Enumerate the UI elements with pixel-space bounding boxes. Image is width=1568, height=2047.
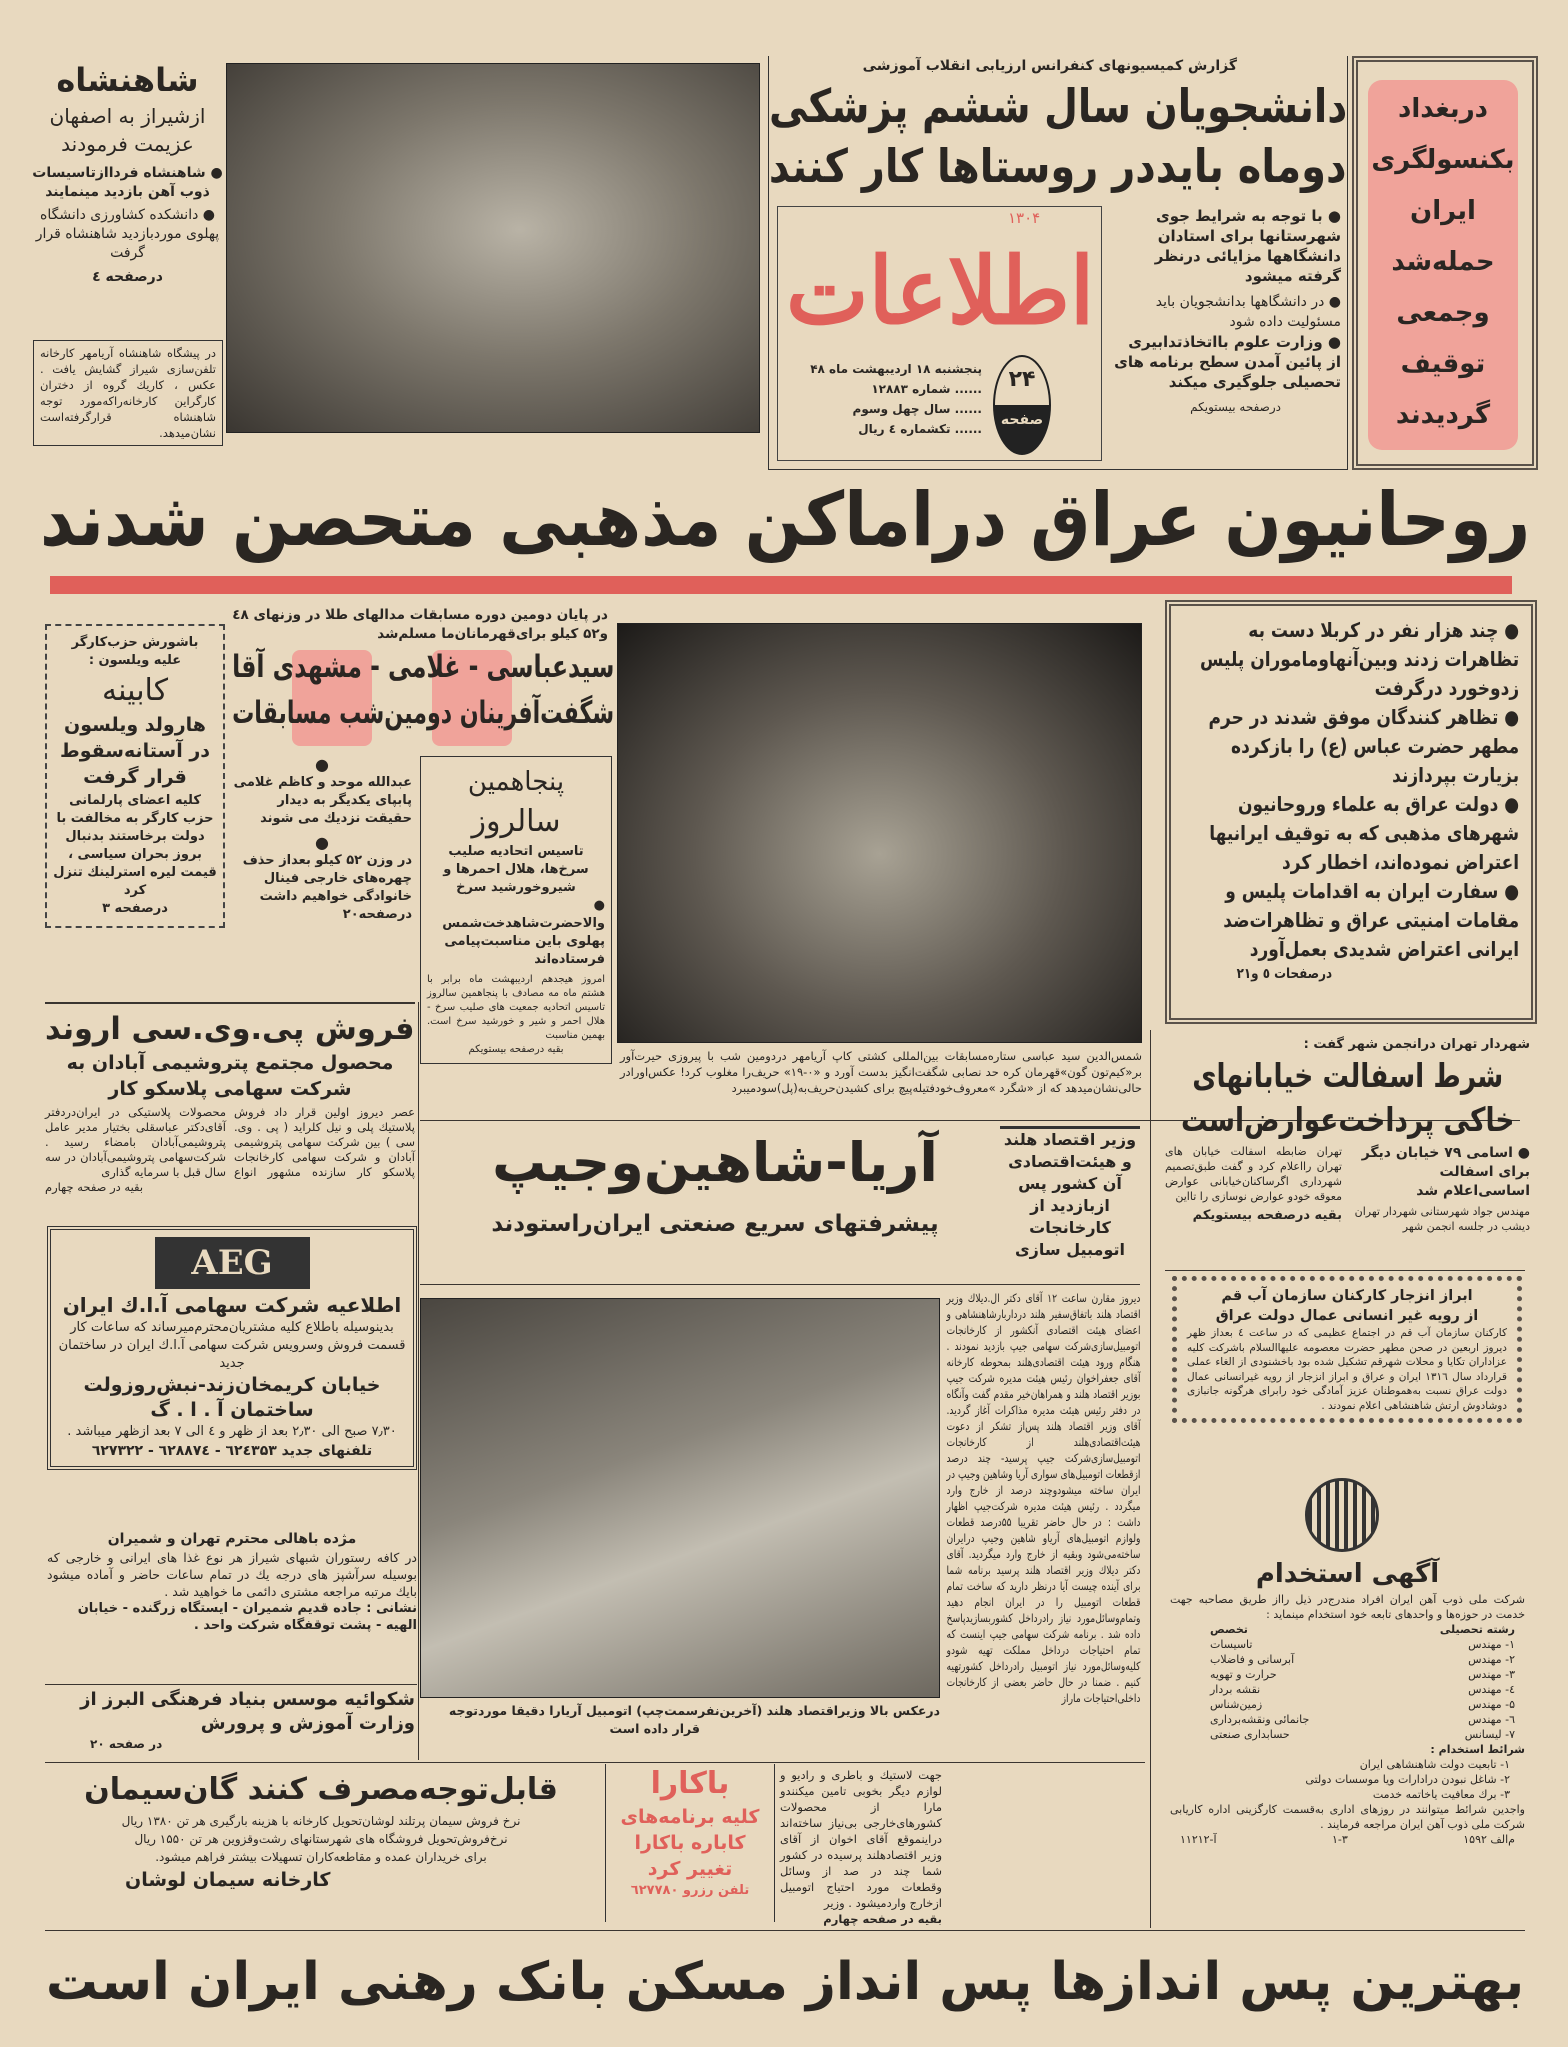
job-col-spec: تخصص [1210, 1623, 1248, 1636]
asphalt-headline: شرط اسفالت خیابانهای خاکی پرداخت‌عوارض‌است [1180, 1056, 1515, 1139]
car-caption-line: درعکس بالا وزیراقتصاد هلند (آخرین‌نفرسمت‌چپ) اتومبیل آریارا دقیقا موردتوجه [448, 1703, 940, 1718]
qom-body: کارکنان سازمان آب قم در اجتماع عظیمی که در ساعت ٤ بعداز ظهر دیروز اربعین در صحن مطهر حضرت معصومه علیهاالسلام باشرکت کلیه عزاداران تکایا و محلات شهرقم تشکیل شده بود باخشنودی از الغاء عملی قرارداد سال ۱۳۱٦ ایران و عراق و ابراز انزجار از رویه غیرانسانی عمال دولت عراق نسبت به‌هموطنان عزیز آمادگی خود رابرای هرگونه جانبازی دوشادوش ارتش شاهنشاهی اعلام نمودند . [1187, 1327, 1508, 1412]
car-photo [420, 1298, 940, 1698]
job-col-field: رشته تحصیلی [1439, 1623, 1515, 1636]
asphalt-kicker: شهردار تهران درانجمن شهر گفت : [1303, 1037, 1530, 1052]
arya-body-column [946, 1290, 1140, 1706]
medical-kicker-row [769, 56, 1347, 76]
job-field: ٦- مهندس [1468, 1713, 1515, 1726]
bakara-ad [605, 1764, 775, 1922]
medical-headline-row [769, 136, 1347, 196]
cafe-address: نشانی : جاده قدیم شمیران - ایستگاه زرگنده - خیابان الهیه - پشت توقفگاه شرکت واحد . [77, 1601, 417, 1633]
cement-line-row [45, 1812, 597, 1830]
zob-ahan-logo [1305, 1478, 1379, 1552]
medical-headline-row [769, 76, 1347, 136]
cabinet-kicker: علیه ویلسون : [88, 653, 182, 668]
asphalt-story [1165, 1036, 1530, 1234]
medical-headline-1: دانشجویان سال ششم پزشکی [768, 79, 1347, 133]
asphalt-body: تهران ضابطه اسفالت خیابان های تهران رااعلام کرد و گفت طبق‌تصمیم شهرداری اگرساکنان‌خیابانی عوارض معوقه خودو عوارض نوسازی را تااین [1165, 1145, 1342, 1203]
arya-side-headline: وزیر اقتصاد هلند و هیئت‌اقتصادی آن کشور پس ازبازدید از کارخانجات اتومبیل سازی [1000, 1126, 1140, 1261]
pages-word: صفحه [1000, 412, 1044, 428]
shah-ref: درصفحه ٤ [92, 269, 163, 285]
ettelaat-logo-row [786, 231, 1094, 351]
job-code: ۱-۳ [1332, 1833, 1348, 1846]
medical-headline-2: دوماه بایددر روستاها کار کنند [769, 139, 1347, 193]
aeg-address-row [56, 1398, 408, 1423]
iraq-bullet: ● تظاهر کنندگان موفق شدند در حرم مطهر حضرت عباس (ع) را بازکرده بزیارت بپردازند [1183, 703, 1519, 790]
founded-year: ۱۳۰۴ [1008, 209, 1041, 227]
aeg-ad [47, 1226, 417, 1470]
job-field: ۱- مهندس [1468, 1638, 1515, 1651]
aeg-phones: تلفنهای جدید ٦۲٤۳۵۳ - ٦۲۸۸۷٤ - ٦۲۷۳۲۲ [91, 1443, 373, 1459]
asphalt-ref: بقیه درصفحه بیستویکم [1192, 1208, 1342, 1223]
job-title: آگهی استخدام [1255, 1559, 1440, 1589]
job-cond: ۳- برك معافیت یاخاتمه خدمت [1372, 1788, 1510, 1801]
aeg-address: خیابان کریمخان‌زند-نبش‌روزولت [83, 1374, 381, 1396]
cement-title: قابل‌توجه‌مصرف کنند گان‌سیمان [84, 1772, 558, 1807]
iraq-bullets-box [1165, 600, 1537, 1024]
job-row [1170, 1712, 1525, 1727]
car-caption-line: قرار داده است [609, 1721, 700, 1736]
arya-headline: آریا-شاهین‌وجیپ [492, 1131, 938, 1194]
wrestling-photo-caption: شمس‌الدین سید عباسی ستاره‌مسابقات بین‌المللی کشتی کاپ آریامهر دردومین شب با پیروزی حیرت‌آور بر«کیم‌تون گون»قهرمان کره حد نصابی شگفت‌انگیز بدست آورد و «۰-۱۹» حریف‌را مغلوب کرد! عکس‌اورادر حالی‌نشان‌میدهد که از «شگرد »معروف‌خودفتیله‌پیچ برای کشیدن‌حریف‌به‌(پل)سودمیبرد [620, 1049, 1142, 1095]
cement-signature: کارخانه سیمان لوشان [125, 1869, 331, 1891]
cement-line-row [45, 1848, 597, 1866]
cabinet-body: کلیه اعضای پارلمانی حزب کارگر به مخالفت با دولت برخاستند بدنبال بروز بحران سیاسی ، قیمت لیره استرلینك تنزل کرد [53, 793, 217, 898]
aeg-phones-row [56, 1441, 408, 1461]
job-outro: واجدین شرائط میتوانند در روزهای اداری به‌قسمت کارگزینی اداره کاریابی شرکت ملی ذوب آهن ایران مراجعه فرمایند . [1170, 1803, 1525, 1831]
wrestling-note-ref: درصفحه۲۰ [342, 907, 412, 922]
baghdad-line: ایران [1410, 196, 1476, 226]
arya-body: دیروز مقارن ساعت ۱۲ آقای دکتر ال.دیلاك وزیر اقتصاد هلند باتفاق‌سفیر هلند درداربارشاهنشاهی و اعضای هیئت اقتصادی آنکشور از کارخانجات اتومبیل‌سازی‌شرکت سهامی جیپ بازدید نمودند . هنگام ورود هیئت اقتصادی‌هلند بمحوطه کارخانه آقای جعفراخوان رئیس هیئت مدیره شرکت جیپ بوزیر اقتصاد هلند و همراهان‌خیر مقدم گفت وآنگاه در دفتر رئیس هیئت مدیره مذاکرات آغاز گردید. آقای وزیر اقتصاد هلند پس‌از تشکر از دعوت هیئت‌اقتصادی‌هلند از کارخانجات اتومبیل‌سازی‌شرکت جیپ پرسید- چند درصد ازقطعات اتومبیل‌های سواری آریا وشاهین وجیپ در ایران ساخته میشودوچند درصد از خارج وارد میگردد . رئیس هیئت مدیره شرکت‌جیپ اظهار داشت : در حال حاضر تقریبا ۵۵درصد قطعات ولوازم اتومبیل‌های آریاو شاهین وجیپ درایران ساخته‌می‌شود وبقیه از خارج وارد میگردید. آقای دکتر دیلاك وزیر اقتصاد هلند پرسید برنامه شما برای آینده چیست آیا درنظر دارید که ساخت تمام قطعات اتومبیل را در ایران انجام دهید وتمام‌وسائل‌مورد نیاز رادرداخل کشوربسازید‌پاسخ داده شد . برنامه شرکت سهامی جیپ اینست که تمام احتیاجات درداخل مملکت تهیه شودو کلیه‌وسائل‌مورد نیاز اتومبیل رادرداخل کشورتهیه کنیم . ضمنا در حال حاضر بعضی از کارخانجات داخلی‌احتیاجات ماراز [946, 1291, 1140, 1705]
medical-bullet: ● در دانشگاهها بدانشجویان باید مسئولیت داده شود [1113, 292, 1341, 332]
qom-headline: از رویه غیر انسانی عمال دولت عراق [1215, 1308, 1479, 1324]
shah-title: شاهنشاه [56, 61, 199, 99]
main-headline-row [40, 472, 1530, 568]
cement-line-row [45, 1830, 597, 1848]
cabinet-kicker: باشورش حزب‌کارگر [71, 635, 199, 650]
qom-box [1172, 1276, 1522, 1423]
pvc-headline-row [45, 1008, 415, 1050]
masthead-block [768, 56, 1348, 470]
issue-price: ...... تکشماره ٤ ریال [858, 422, 982, 436]
pvc-body: عصر دیروز اولین قرار داد فروش پلاستیك پلی و نیل کلراید ( پی . وی. سی ) بین شرکت سهامی پتروشیمی آبادان و شرکت سهامی کارخانجات پلاسکو کار سازنده مشهور انواع محصولات پلاستیکی در ایران‌دردفتر آقای‌دکتر عباسقلی بختیار مدیر عامل پتروشیمی‌آبادان بامضاء رسید . شرکت‌سهامی پتروشیمی‌آبادان در سه سال قبل با سرمایه گذاری [45, 1105, 415, 1179]
asphalt-headline-wrap [1165, 1054, 1530, 1142]
aeg-title: اطلاعیه شرکت سهامی آ.ا.ك ایران [62, 1293, 402, 1317]
bakara-line: کاباره باکارا [634, 1832, 746, 1854]
asphalt-bullet: ● اسامی ۷۹ خیابان دیگر برای اسفالت اساسی‌اعلام شد [1350, 1144, 1530, 1201]
job-cond: ۲- شاغل نبودن درادارات ویا موسسات دولتی [1305, 1773, 1510, 1786]
shah-bullet: ● دانشکده کشاورزی دانشگاه پهلوی موردبازدید شاهنشاه قرار گرفت [30, 206, 225, 263]
cafe-title: مژده باهالی محترم تهران و شمیران [107, 1531, 357, 1547]
bottom-banner: بهترین پس اندازها پس انداز مسکن بانک رهنی ایران است [45, 1952, 1525, 2012]
car-caption-row [420, 1702, 940, 1720]
shah-bullet: ● شاهنشاه فرداازتاسیسات ذوب آهن بازدید مینمایند [30, 164, 225, 202]
issue-info [782, 359, 982, 439]
bakara-phone: تلفن رزرو ٦۲۷۷۸۰ [630, 1883, 750, 1898]
job-spec: آبرسانی و فاضلاب [1210, 1653, 1295, 1666]
pvc-sub: محصول مجتمع پتروشیمی آبادان به شرکت سهامی پلاسکو کار [66, 1052, 394, 1100]
job-spec: نقشه بردار [1210, 1683, 1261, 1696]
anniversary-text: امروز هیجدهم اردیبهشت ماه برابر با هشتم ماه مه مصادف با پنجاهمین سالروز تاسیس اتحادیه جمعیت های صلیب سرخ - هلال احمر و شیر و خورشید سرخ است. بهمین مناسبت [427, 974, 605, 1041]
wrestling-headline-1: سیدعباسی - غلامی - مشهدی آقا [231, 649, 614, 685]
baghdad-line: دربغداد [1397, 94, 1489, 124]
wrestling-notes [232, 756, 412, 924]
anniversary-ref: بقیه درصفحه بیستویکم [468, 1044, 564, 1055]
shah-sub1: ازشیراز به اصفهان [49, 104, 206, 128]
job-spec: تاسیسات [1210, 1638, 1253, 1651]
aeg-address-row [56, 1373, 408, 1398]
car-caption [420, 1702, 940, 1738]
cafe-body: در کافه رستوران شبهای شیراز هر نوع غذا های ایرانی و خارجی که بوسیله سرآشپز های درجه یك در تمام ساعات حاضر و آماده میشود بایك مرتبه مراجعه مشتری دائمی ما خواهید شد . [47, 1550, 417, 1599]
cement-line: نرخ فروش سیمان پرتلند لوشان‌تحویل کارخانه با هزینه بارگیری هر تن ۱۳۸۰ ریال [121, 1814, 521, 1828]
wrestling-kicker: در پایان دومین دوره مسابقات مدالهای طلا در وزنهای ٤۸ و۵۲ کیلو برای‌قهرمانان‌ما مسلم‌شد [232, 607, 608, 642]
job-cond-title: شرائط استخدام : [1430, 1743, 1525, 1756]
baghdad-line: وجمعی [1396, 298, 1490, 328]
arya-subheadline: پیشرفتهای سریع صنعتی ایران‌راستودند [491, 1211, 939, 1237]
wrestling-note: عبدالله موحد و کاظم غلامی پابپای یکدیگر به دیدار حقیقت نزدیك می شوند [233, 775, 412, 826]
baghdad-line: حمله‌شد [1391, 247, 1495, 277]
cabinet-ref: درصفحه ۳ [102, 901, 168, 916]
anniversary-bullet: ● والاحضرت‌شاهدخت‌شمس پهلوی باین مناسبت‌پیامی فرستاده‌اند [427, 897, 605, 969]
aeg-hours: ۷٫۳۰ صبح الی ۲٫۳۰ بعد از ظهر و ٤ الی ۷ بعد ازظهر میباشد . [67, 1424, 397, 1439]
baghdad-line: بکنسولگری [1371, 145, 1515, 175]
cafe-ad [47, 1530, 417, 1634]
masthead-box [777, 206, 1102, 461]
main-headline: روحانیون عراق دراماکن مذهبی متحصن شدند [39, 477, 1530, 563]
bakara-line: کلیه برنامه‌های [620, 1806, 760, 1828]
ettelaat-logo: اطلاعات [785, 237, 1094, 345]
job-table [1170, 1637, 1525, 1742]
wrestling-headline-row [232, 644, 614, 690]
asphalt-body: مهندس جواد شهرستانی شهردار تهران دیشب در جلسه انجمن شهر [1354, 1205, 1530, 1233]
arya-headline-row [440, 1124, 990, 1202]
shah-sub [30, 102, 225, 158]
medical-bullets [1113, 206, 1341, 414]
red-bar [50, 576, 1512, 594]
job-spec: جانمائی ونقشه‌برداری [1210, 1713, 1310, 1726]
anniversary-title: سالروز [471, 804, 561, 839]
anniversary-title: پنجاهمین [467, 767, 565, 797]
iraq-bullets-list [1183, 616, 1519, 984]
pvc-ref: بقیه در صفحه چهارم [45, 1180, 144, 1194]
job-row [1170, 1652, 1525, 1667]
aeg-title-row [56, 1291, 408, 1319]
baghdad-line: گردیدند [1395, 400, 1491, 430]
aeg-logo: AEG [155, 1237, 310, 1289]
wrestling-headline-row [232, 690, 614, 736]
job-spec: حرارت و تهویه [1210, 1668, 1277, 1681]
anniversary-body: تاسیس اتحادیه صلیب سرخ‌ها، هلال احمرها و شیروخورشید سرخ [443, 844, 589, 895]
alborz-ref: در صفحه ۲۰ [90, 1737, 163, 1751]
pages-badge [993, 355, 1051, 455]
aeg-address: ساختمان آ . ا . گ [150, 1399, 314, 1421]
arya-body-cont-column [780, 1767, 942, 1927]
shah-story [30, 58, 225, 285]
anniversary-box [420, 756, 612, 1064]
job-code: م‌الف ۱۵۹۲ [1463, 1833, 1515, 1846]
medical-bullet: ● با توجه به شرایط جوی شهرستانها برای استادان دانشگاهها مزایائی درنظر گرفته میشود [1113, 206, 1341, 286]
arya-sub-row [440, 1206, 990, 1242]
medical-bullet: ● وزارت علوم بااتخاذتدابیری از پائین آمدن سطح برنامه های تحصیلی جلوگیری میکند [1113, 332, 1341, 392]
bullet-dot: ● [315, 833, 329, 852]
bakara-line: تغییر کرد [647, 1858, 733, 1880]
baghdad-line: توقیف [1400, 349, 1486, 379]
job-ad [1170, 1556, 1525, 1847]
job-field: ۳- مهندس [1468, 1668, 1515, 1681]
job-field: ٤- مهندس [1468, 1683, 1515, 1696]
issue-number: ...... شماره ۱۲۸۸۳ [871, 382, 982, 396]
alborz-story [40, 1688, 415, 1752]
job-row [1170, 1667, 1525, 1682]
bakara-title: باکارا [650, 1766, 730, 1801]
wrestling-note: در وزن ۵۲ کیلو بعداز حذف چهره‌های خارجی فینال خانوادگی خواهیم داشت [242, 853, 412, 904]
job-cond: ۱- تابعیت دولت شاهنشاهی ایران [1359, 1758, 1510, 1771]
bottom-banner-row [40, 1940, 1530, 2024]
job-row [1170, 1727, 1525, 1742]
cement-line: نرخ‌فروش‌تحویل فروشگاه های شهرستانهای رشت‌وقزوین هر تن ۱۵۵۰ ریال [134, 1832, 508, 1846]
qom-headline: ابراز انزجار کارکنان سازمان آب قم [1221, 1288, 1473, 1304]
medical-kicker: گزارش کمیسیونهای کنفرانس ارزیابی انقلاب آموزشی [862, 58, 1237, 74]
medical-ref: درصفحه بیستویکم [1190, 400, 1281, 414]
arya-ref: بقیه در صفحه چهارم [823, 1912, 942, 1926]
job-row [1170, 1682, 1525, 1697]
arya-body-cont: جهت لاستیك و باطری و رادیو و لوازم دیگر بخوبی تامین میکنندو مارا از محصولات کشورهای‌خارجی بی‌نیاز ساخته‌اند دراینموقع آقای اخوان از آقای وزیر اقتصادهلند پرسیده در کشور شما چند در صد از وسائل وقطعات مورد احتیاج اتومبیل ازخارج واردمیشود . وزیر [780, 1768, 942, 1910]
wrestling-headline-area [232, 606, 614, 736]
shah-sub2: عزیمت فرمودند [61, 132, 194, 156]
cabinet-headline: هارولد ویلسون در آستانه‌سقوط قرار گرفت [59, 714, 211, 788]
baghdad-box [1368, 80, 1518, 450]
job-field: ۷- لیسانس [1464, 1728, 1515, 1741]
cement-ad [45, 1768, 597, 1894]
iraq-bullet: ● چند هزار نفر در کربلا دست به تظاهرات زدند وبین‌آنهاوماموران پلیس زدوخورد درگرفت [1183, 616, 1519, 703]
bullet-dot: ● [315, 755, 329, 774]
job-spec: زمین‌شناس [1210, 1698, 1263, 1711]
job-field: ۲- مهندس [1468, 1653, 1515, 1666]
issue-date: پنجشنبه ۱۸ اردیبهشت ماه ۴۸ [810, 362, 982, 376]
pvc-story [45, 1008, 415, 1195]
alborz-headline: شکوائیه موسس بنیاد فرهنگی البرز از وزارت آموزش و پرورش [80, 1689, 415, 1734]
job-field: ۵- مهندس [1468, 1698, 1515, 1711]
job-row [1170, 1637, 1525, 1652]
pvc-headline: فروش پی.وی.سی اروند [45, 1011, 415, 1047]
shah-photo-caption: در پیشگاه شاهنشاه آریامهر کارخانه تلفن‌سازی شیراز گشایش یافت . عکس ، کاریك گروه از دختران کارگراین کارخانه‌راکه‌مورد توجه شاهنشاه قرارگرفته‌است نشان‌میدهد. [33, 340, 223, 446]
job-code: آ-۱۱۲۱۲ [1180, 1833, 1217, 1846]
job-spec: حسابداری صنعتی [1210, 1728, 1290, 1741]
job-row [1170, 1697, 1525, 1712]
issue-year: ...... سال چهل وسوم [852, 402, 982, 416]
iraq-bullet: ● دولت عراق به علماء وروحانیون شهرهای مذهبی که به توقیف ایرانیها اعتراض نموده‌اند، اخطار کرد [1183, 790, 1519, 877]
iraq-ref: درصفحات ٥ و۲۱ [1236, 966, 1332, 982]
pages-number: ۲۴ [1008, 367, 1036, 392]
baghdad-frame [1352, 56, 1538, 470]
cement-title-row [45, 1768, 597, 1812]
iraq-bullet: ● سفارت ایران به اقدامات پلیس و مقامات امنیتی عراق و تظاهرات‌ضد ایرانی اعتراض شدیدی بعمل‌آورد [1183, 877, 1519, 964]
cement-line: برای خریداران عمده و مقاطعه‌کاران تسهیلات بیشتر فراهم میشود. [155, 1850, 487, 1864]
aeg-body: بدینوسیله باطلاع کلیه مشتریان‌محترم‌میرساند که ساعات کار قسمت فروش وسرویس شرکت سهامی آ.ا.ك ایران در ساختمان جدید [58, 1320, 406, 1371]
cabinet-word: کابینه [102, 673, 168, 708]
wrestling-headline-2: شگفت‌آفرینان دومین‌شب مسابقات [231, 695, 614, 731]
wrestling-photo [617, 623, 1142, 1043]
job-intro: شرکت ملی ذوب آهن ایران افراد مندرج‌در ذیل رااز طریق مصاحبه جهت خدمت در حوزه‌ها و واحدهای تابعه خود استخدام مینماید : [1170, 1593, 1525, 1621]
